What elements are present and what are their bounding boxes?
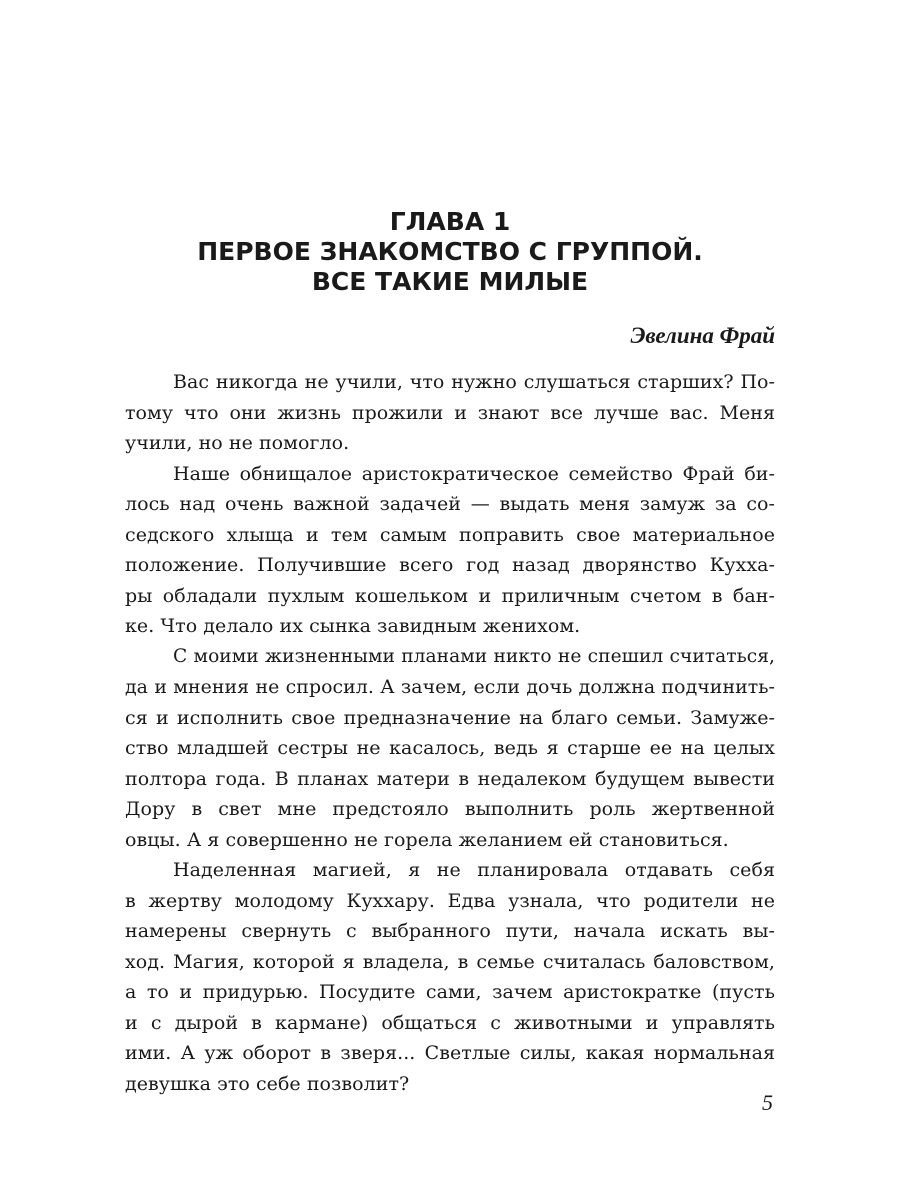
page-number: 5 [762,1090,773,1115]
text-line: седского хлыща и тем самым поправить свое материальное [125,523,775,546]
text-line: Дору в свет мне предстояло выполнить роль жертвенной [125,798,775,820]
text-line: намерены свернуть с выбранного пути, начала искать вы- [125,920,775,942]
chapter-title-line-3: ВСЕ ТАКИЕ МИЛЫЕ [311,267,589,296]
text-line: Наше обнищалое аристократическое семейство Фрай би- [173,462,775,485]
chapter-title [0,207,900,297]
text-line: ход. Магия, которой я владела, в семье считалась баловством, [125,950,775,973]
text-line: и с дырой в кармане) общаться с животными и управлять [125,1011,775,1034]
text-line: а то и придурью. Посудите сами, зачем аристократке (пусть [125,981,775,1003]
text-line: С моими жизненными планами никто не спешил считаться, [173,645,775,667]
text-line: тому что они жизнь прожили и знают все лучше вас. Меня [125,401,775,424]
text-line: лось над очень важной задачей — выдать меня замуж за со- [125,493,775,515]
text-line: ство младшей сестры не касалось, ведь я старше ее на целых [125,737,775,759]
chapter-title-line-2: ПЕРВОЕ ЗНАКОМСТВО С ГРУППОЙ. [197,237,703,266]
text-line: овцы. А я совершенно не горела желанием ей становиться. [125,828,729,851]
text-line: учили, но не помогло. [125,432,350,454]
text-line: ся и исполнить свое предназначение на благо семьи. Замуже- [125,706,775,729]
text-line: полтора года. В планах матери в недалеком будущем вывести [125,767,775,790]
text-line: да и мнения не спросил. А зачем, если дочь должна подчинить- [125,676,775,698]
text-line: в жертву молодому Куххару. Едва узнала, что родители не [125,889,775,912]
text-line: Наделенная магией, я не планировала отдавать себя [173,859,775,881]
text-line: Вас никогда не учили, что нужно слушаться старших? По- [173,371,775,393]
author-name: Эвелина Фрай [630,323,775,348]
text-line: девушка это себе позволит? [125,1072,410,1095]
text-line: ры обладали пухлым кошельком и приличным счетом в бан- [125,584,775,607]
text-line: положение. Получившие всего год назад дворянство Кухха- [125,554,775,576]
body-text [125,367,775,1099]
text-line: ке. Что делало их сынка завидным женихом. [125,615,581,637]
chapter-title-line-1: ГЛАВА 1 [389,207,511,236]
text-line: ими. А уж оборот в зверя... Светлые силы, какая нормальная [125,1042,775,1064]
